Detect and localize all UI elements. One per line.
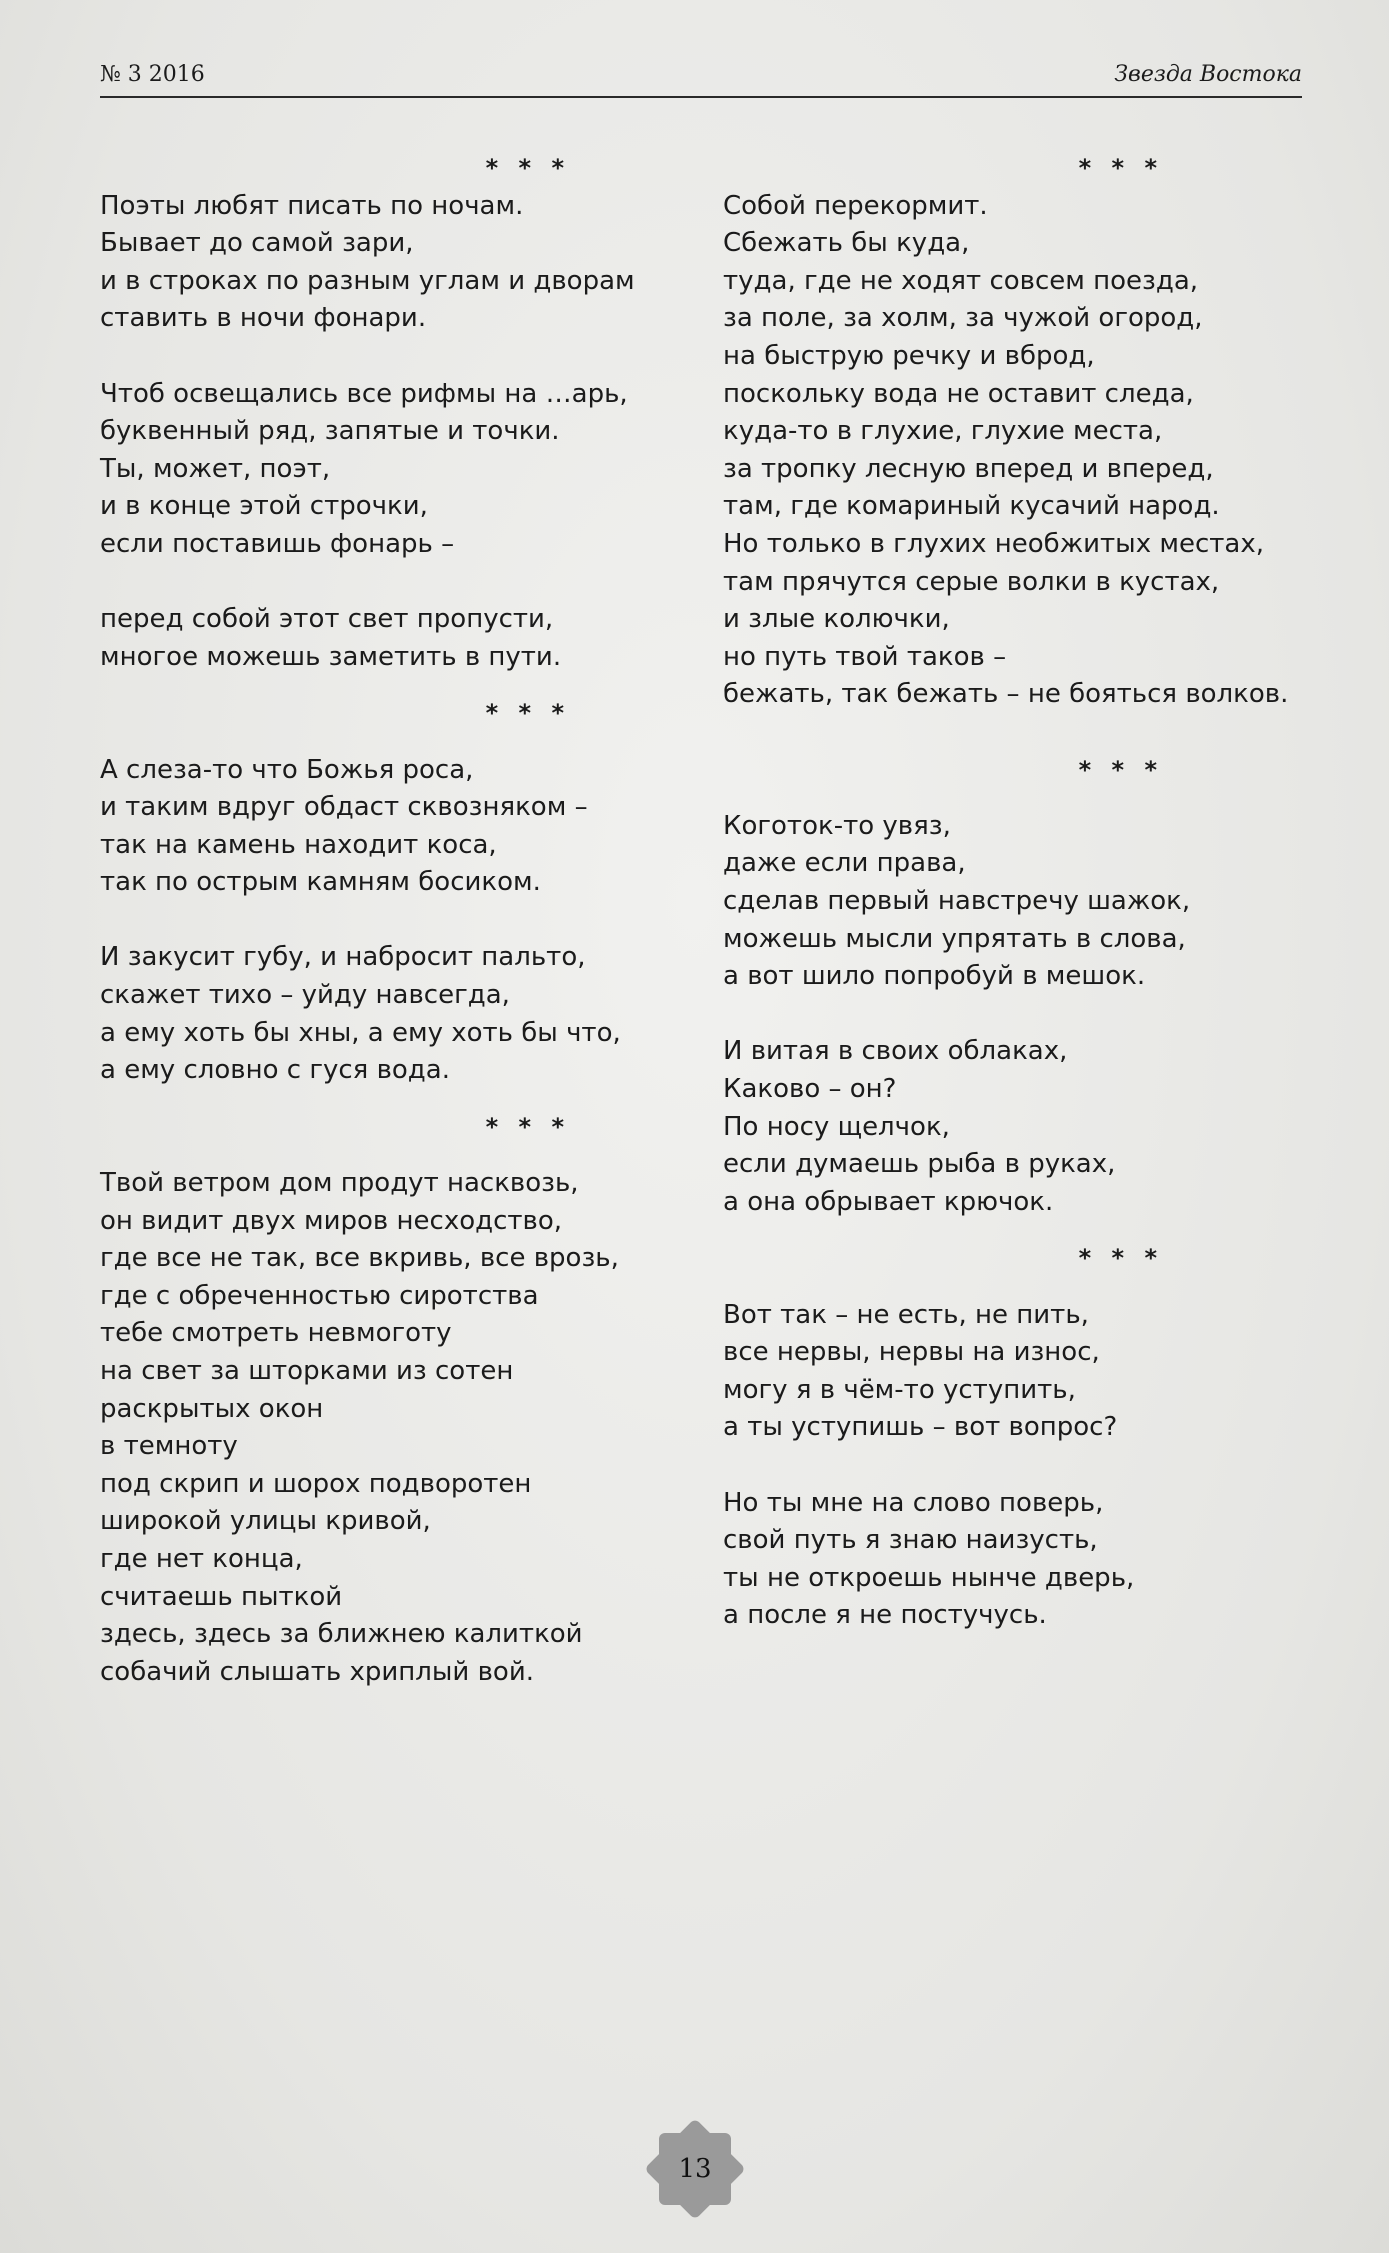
poem-line: Сбежать бы куда, xyxy=(723,228,970,259)
poem-separator: * * * xyxy=(485,699,570,728)
poem-line: буквенный ряд, запятые и точки. xyxy=(100,416,560,447)
poem-right-1 xyxy=(723,188,1289,714)
poem-line: а ему словно с гуся вода. xyxy=(100,1055,450,1086)
poem-line: там, где комариный кусачий народ. xyxy=(723,491,1220,522)
poem-line: он видит двух миров несходство, xyxy=(100,1205,563,1236)
poem-line: Вот так – не есть, не пить, xyxy=(723,1299,1089,1330)
poem-line: а ему хоть бы хны, а ему хоть бы что, xyxy=(100,1017,621,1048)
poem-line: на свет за шторками из сотен xyxy=(100,1356,514,1386)
poem-line: А слеза-то что Божья роса, xyxy=(100,754,474,785)
left-column xyxy=(100,154,700,1691)
poem-separator: * * * xyxy=(485,1112,570,1141)
poem-line: и злые колючки, xyxy=(723,604,950,635)
poem-line: под скрип и шорох подворотен xyxy=(100,1468,532,1499)
poem-line: Ты, может, поэт, xyxy=(100,453,331,484)
poem-separator: * * * xyxy=(485,154,570,182)
poem-line: И закусит губу, и набросит пальто, xyxy=(100,942,586,973)
poem-line: бежать, так бежать – не бояться волков. xyxy=(723,679,1289,710)
poem-line: где все не так, все вкривь, все врозь, xyxy=(100,1243,619,1274)
poem-line: Бывает до самой зари, xyxy=(100,228,414,259)
poem-line: скажет тихо – уйду навсегда, xyxy=(100,980,510,1011)
poem-line: Но ты мне на слово поверь, xyxy=(723,1487,1104,1518)
journal-title: Звезда Востока xyxy=(1114,62,1302,87)
poem-line: на быструю речку и вброд, xyxy=(723,340,1095,371)
stanza-break xyxy=(100,902,700,940)
poem-line: где нет конца, xyxy=(100,1543,303,1574)
poem-left-2 xyxy=(100,752,700,1090)
poem-line: Собой перекормит. xyxy=(723,190,988,221)
poem-line: могу я в чём-то уступить, xyxy=(723,1374,1076,1405)
stanza-break xyxy=(723,996,1283,1034)
poem-line: раскрытых окон xyxy=(100,1393,324,1424)
poem-right-3 xyxy=(723,1297,1283,1635)
poem-line: Поэты любят писать по ночам. xyxy=(100,190,524,221)
poem-line: и в строках по разным углам и дворам xyxy=(100,265,635,296)
poem-line: так по острым камням босиком. xyxy=(100,867,541,898)
poem-line: в темноту xyxy=(100,1431,238,1462)
poem-line: и таким вдруг обдаст сквозняком – xyxy=(100,792,588,823)
poem-line: Чтоб освещались все рифмы на …арь, xyxy=(100,378,628,409)
page-number-badge xyxy=(659,2133,731,2205)
poem-line: если поставишь фонарь – xyxy=(100,528,455,559)
poem-line: если думаешь рыба в руках, xyxy=(723,1149,1116,1180)
poem-line: а ты уступишь – вот вопрос? xyxy=(723,1412,1118,1443)
poem-line: широкой улицы кривой, xyxy=(100,1506,431,1537)
poem-line: считаешь пыткой xyxy=(100,1581,343,1612)
poem-line: даже если права, xyxy=(723,848,966,879)
poem-line: сделав первый навстречу шажок, xyxy=(723,886,1191,917)
poem-line: за тропку лесную вперед и вперед, xyxy=(723,453,1214,484)
poem-line: где с обреченностью сиротства xyxy=(100,1280,539,1311)
poem-line: все нервы, нервы на износ, xyxy=(723,1337,1100,1368)
poem-line: свой путь я знаю наизусть, xyxy=(723,1525,1098,1556)
right-column xyxy=(723,154,1289,1635)
poem-line: но путь твой таков – xyxy=(723,641,1007,672)
poem-left-1 xyxy=(100,188,700,677)
stanza-break xyxy=(100,338,700,376)
poem-line: поскольку вода не оставит следа, xyxy=(723,378,1194,409)
poem-line: здесь, здесь за ближнею калиткой xyxy=(100,1619,583,1650)
poem-right-2 xyxy=(723,808,1283,1222)
poem-line: собачий слышать хриплый вой. xyxy=(100,1656,534,1687)
page-header xyxy=(100,58,1302,98)
poem-line: а вот шило попробуй в мешок. xyxy=(723,961,1146,992)
stanza-break xyxy=(100,564,700,602)
poem-line: тебе смотреть невмоготу xyxy=(100,1318,452,1349)
stanza-break xyxy=(723,1447,1283,1485)
poem-line: куда-то в глухие, глухие места, xyxy=(723,416,1163,447)
poem-line: По носу щелчок, xyxy=(723,1111,950,1142)
poem-left-3 xyxy=(100,1165,700,1691)
poem-line: перед собой этот свет пропусти, xyxy=(100,604,554,635)
poem-line: туда, где не ходят совсем поезда, xyxy=(723,265,1199,296)
poem-line: И витая в своих облаках, xyxy=(723,1036,1068,1067)
poem-line: Коготок-то увяз, xyxy=(723,810,951,841)
poem-line: а после я не постучусь. xyxy=(723,1600,1047,1631)
page-number: 13 xyxy=(678,2154,712,2184)
poem-separator: * * * xyxy=(1078,154,1163,182)
poem-line: Но только в глухих необжитых местах, xyxy=(723,528,1264,559)
poem-line: Твой ветром дом продут насквозь, xyxy=(100,1168,579,1199)
poem-line: за поле, за холм, за чужой огород, xyxy=(723,303,1203,334)
poem-separator: * * * xyxy=(1078,1244,1163,1273)
poem-separator: * * * xyxy=(1078,755,1163,784)
poem-line: ты не откроешь нынче дверь, xyxy=(723,1562,1135,1593)
poem-line: многое можешь заметить в пути. xyxy=(100,641,562,672)
issue-number: № 3 2016 xyxy=(100,62,205,87)
poem-line: а она обрывает крючок. xyxy=(723,1186,1054,1217)
poem-line: так на камень находит коса, xyxy=(100,829,497,860)
poem-line: там прячутся серые волки в кустах, xyxy=(723,566,1220,597)
poem-line: и в конце этой строчки, xyxy=(100,491,428,522)
poem-line: можешь мысли упрятать в слова, xyxy=(723,923,1186,954)
poem-line: Каково – он? xyxy=(723,1074,897,1105)
poem-line: ставить в ночи фонари. xyxy=(100,303,427,334)
